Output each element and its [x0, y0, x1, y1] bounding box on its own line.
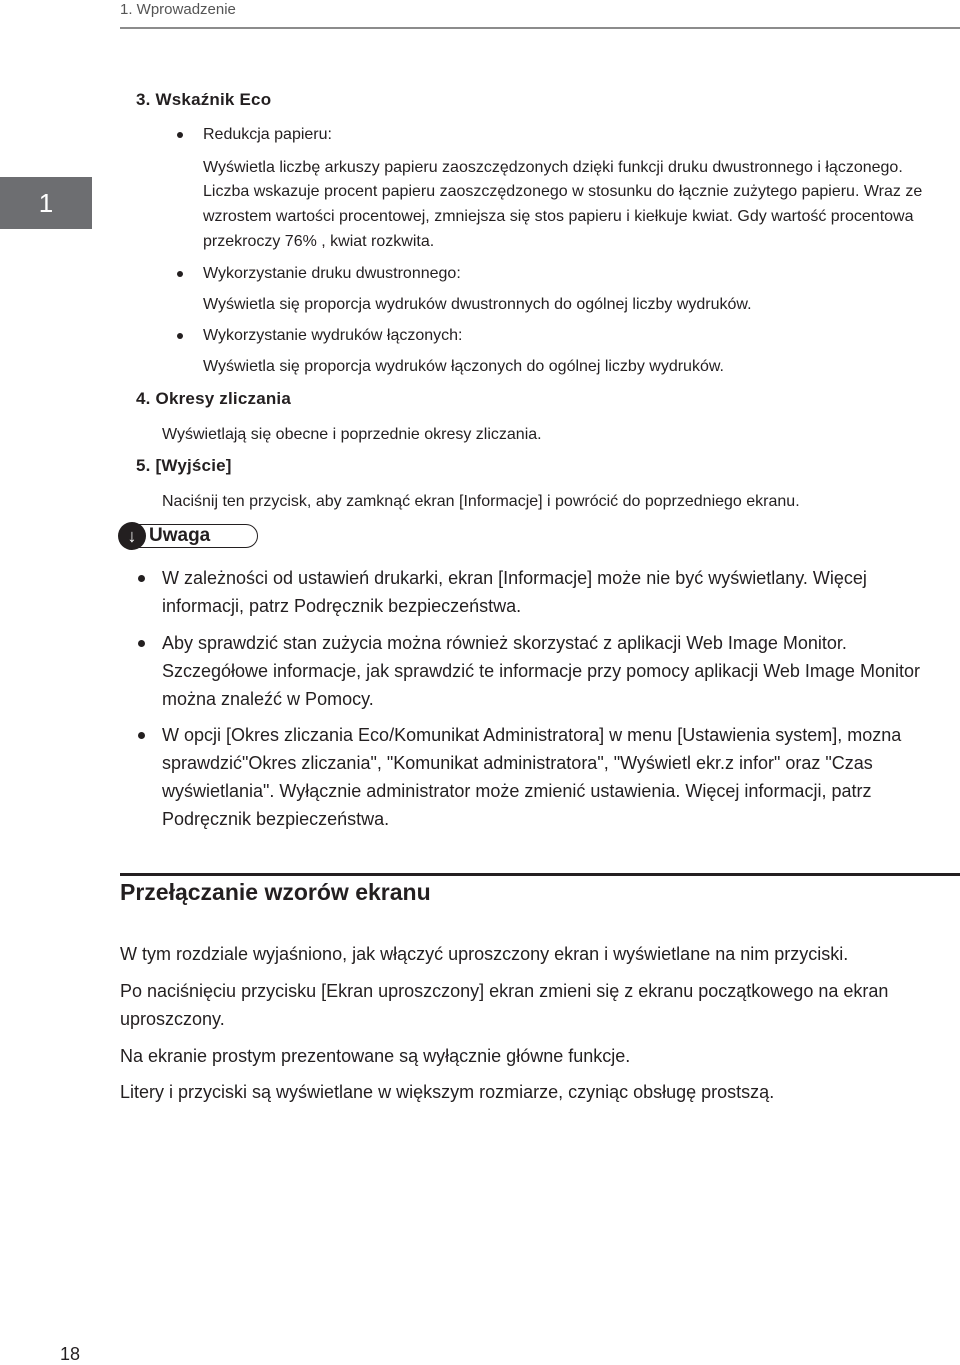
down-arrow-icon: ↓ — [118, 522, 146, 550]
note-line: można znaleźć w Pomocy. — [162, 689, 374, 709]
paragraph-line: W tym rozdziale wyjaśniono, jak włączyć uproszczony ekran i wyświetlane na nim przyciski. — [120, 944, 849, 964]
item-4-description: Wyświetlają się obecne i poprzednie okresy zliczania. — [162, 426, 542, 443]
bullet-label: Wykorzystanie wydruków łączonych: — [203, 327, 463, 344]
section-paragraph — [120, 1078, 774, 1106]
chapter-tab: 1 — [0, 177, 92, 229]
bullet-label: Wykorzystanie druku dwustronnego: — [203, 265, 461, 282]
item-title: Wskaźnik Eco — [155, 90, 272, 109]
item-5-heading — [136, 456, 232, 476]
section-rule — [120, 873, 960, 876]
note-line: sprawdzić"Okres zliczania", "Komunikat administratora", "Wyświetl ekr.z infor" oraz "Czas — [162, 753, 873, 773]
item-number: 4. — [136, 389, 151, 408]
note-line: Szczegółowe informacje, jak sprawdzić te informacje przy pomocy aplikacji Web Image Monitor — [162, 661, 920, 681]
note-line: W zależności od ustawień drukarki, ekran [Informacje] może nie być wyświetlany. Więcej — [162, 568, 867, 588]
note-line: informacji, patrz Podręcznik bezpieczeństwa. — [162, 596, 522, 616]
paragraph-line: uproszczony. — [120, 1009, 225, 1029]
section-title: Przełączanie wzorów ekranu — [120, 879, 431, 905]
item-title: [Wyjście] — [155, 456, 232, 475]
item-3-heading — [136, 90, 271, 110]
bullet-text-line: Wyświetla liczbę arkuszy papieru zaoszczędzonych dzięki funkcji druku dwustronnego i łączonego. — [203, 159, 903, 176]
bullet-text-line: wzrostem wartości procentowej, zmniejsza się stos papieru i kiełkuje kwiat. Gdy wartość procentowa — [203, 208, 914, 225]
note-label — [120, 524, 258, 548]
bullet-duplex — [203, 261, 461, 287]
bullet-text-line: Liczba wskazuje procent papieru zaoszczędzonego w stosunku do łącznie zużytego papieru. Wraz ze — [203, 183, 923, 200]
item-number: 3. — [136, 90, 151, 109]
paragraph-line: Po naciśnięciu przycisku [Ekran uproszczony] ekran zmieni się z ekranu początkowego na ekran — [120, 981, 889, 1001]
bullet-paper-reduction — [203, 122, 332, 148]
section-paragraph — [120, 977, 888, 1033]
bullet-label: Redukcja papieru: — [203, 126, 332, 143]
note-line: Podręcznik bezpieczeństwa. — [162, 809, 390, 829]
section-paragraph — [120, 1042, 630, 1070]
bullet-text-line: Wyświetla się proporcja wydruków łączonych do ogólnej liczby wydruków. — [203, 358, 724, 375]
page-number: 18 — [60, 1344, 81, 1364]
header-breadcrumb: 1. Wprowadzenie — [120, 1, 236, 18]
paragraph-line: Litery i przyciski są wyświetlane w większym rozmiarze, czyniąc obsługę prostszą. — [120, 1082, 775, 1102]
bullet-text-line: Wyświetla się proporcja wydruków dwustronnych do ogólnej liczby wydruków. — [203, 296, 752, 313]
bullet-text-line: przekroczy 76% , kwiat rozkwita. — [203, 233, 435, 250]
note-line: wyświetlania". Wyłącznie administrator może zmienić ustawienia. Więcej informacji, patrz — [162, 781, 872, 801]
item-title: Okresy zliczania — [155, 389, 292, 408]
note-item-3 — [162, 721, 901, 833]
section-paragraph — [120, 940, 848, 968]
note-item-1 — [162, 564, 867, 620]
note-item-2 — [162, 629, 920, 713]
header-rule — [120, 27, 960, 29]
bullet-combine — [203, 323, 463, 349]
paragraph-line: Na ekranie prostym prezentowane są wyłącznie główne funkcje. — [120, 1046, 631, 1066]
item-5-description: Naciśnij ten przycisk, aby zamknąć ekran [Informacje] i powrócić do poprzedniego ekranu. — [162, 493, 800, 510]
item-number: 5. — [136, 456, 151, 475]
note-label-text: Uwaga — [149, 525, 211, 546]
item-4-heading — [136, 389, 291, 409]
note-line: W opcji [Okres zliczania Eco/Komunikat Administratora] w menu [Ustawienia system], mozna — [162, 725, 902, 745]
note-line: Aby sprawdzić stan zużycia można również skorzystać z aplikacji Web Image Monitor. — [162, 633, 847, 653]
